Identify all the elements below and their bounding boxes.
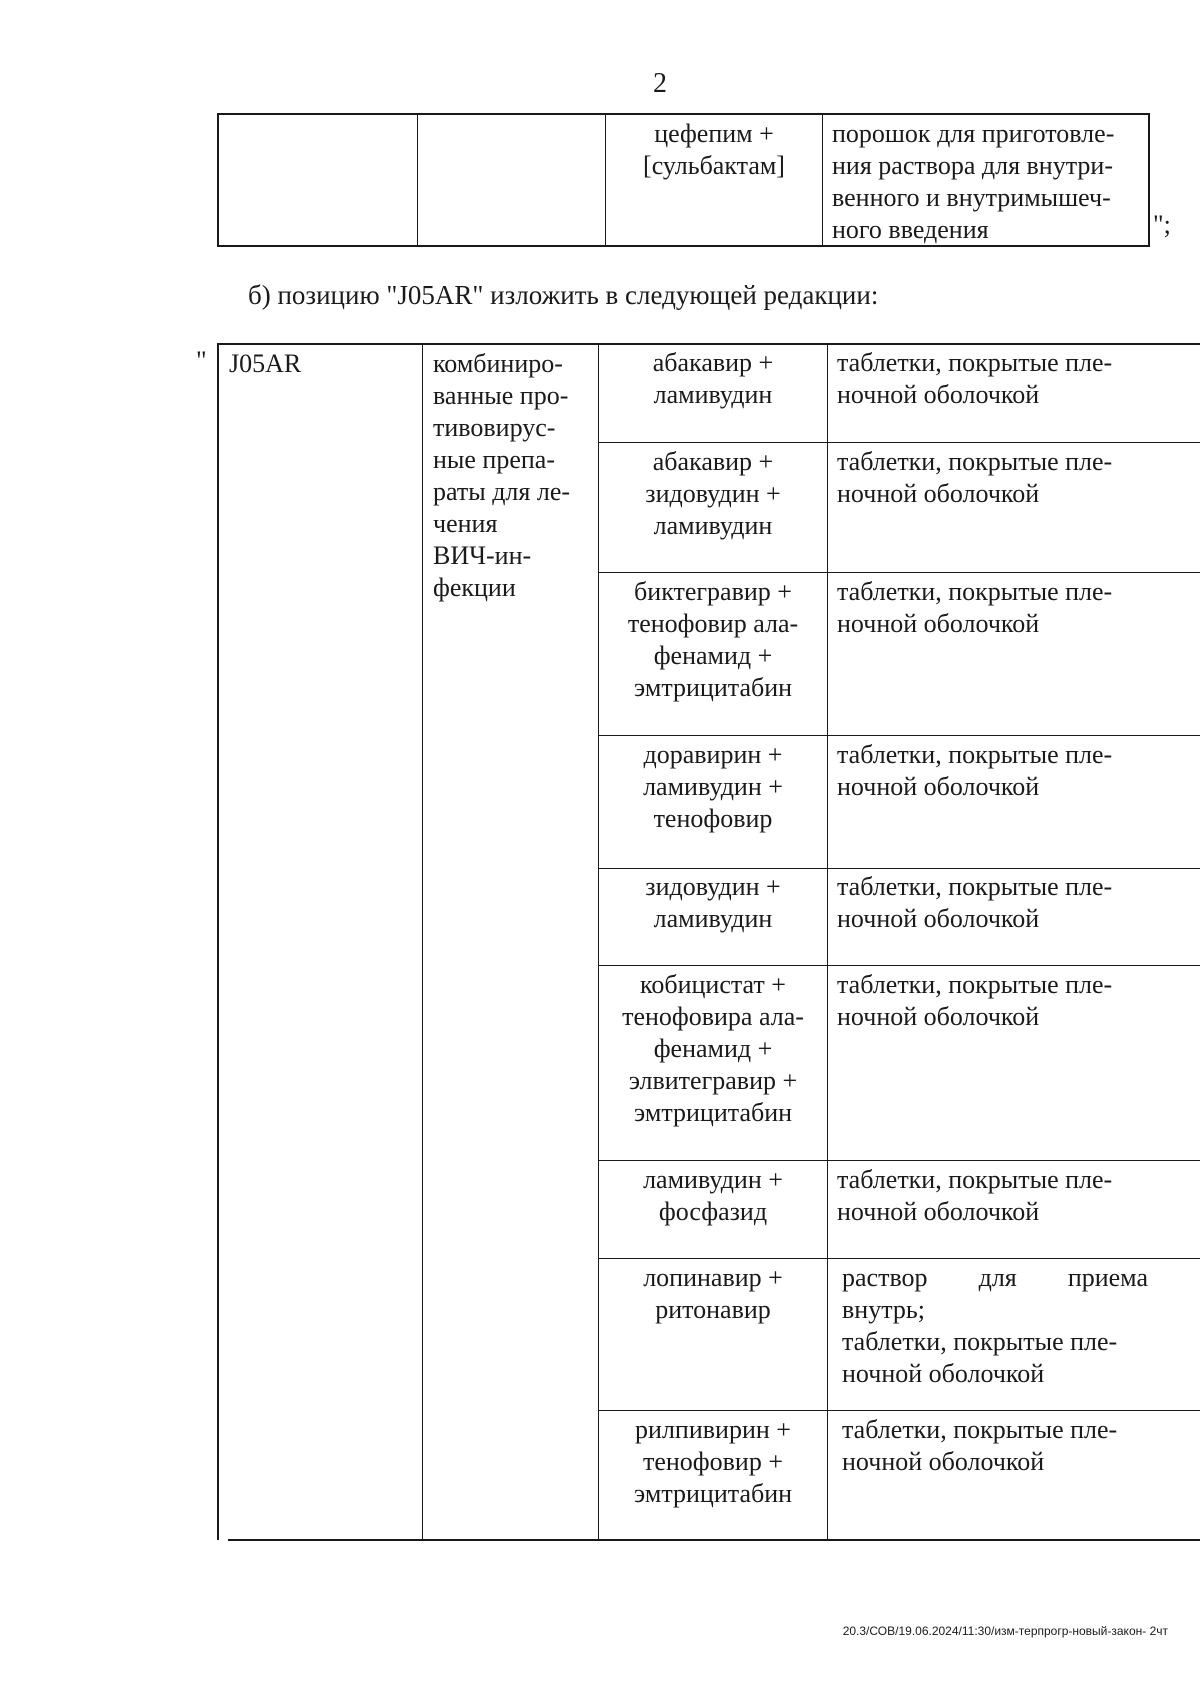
table-1-form-cell: порошок для приготовле- ния раствора для внутри- венного и внутримышеч- ного введения: [832, 119, 1115, 244]
table-2-row-separator: [598, 1160, 1200, 1161]
table-2-row-separator: [598, 735, 1200, 736]
form-cell: таблетки, покрытые пле- ночной оболочкой: [837, 740, 1113, 801]
form-cell: таблетки, покрытые пле- ночной оболочкой: [842, 1415, 1118, 1476]
drug-cell: рилпивирин + тенофовир + эмтрицитабин: [633, 1415, 793, 1508]
table-2-divider-3: [827, 343, 828, 1540]
table-1-border-right: [1148, 113, 1150, 247]
form-cell: таблетки, покрытые пле- ночной оболочкой: [837, 447, 1113, 508]
table-1-border-top: [217, 113, 1150, 115]
drug-cell: биктегравир + тенофовир ала- фенамид + эмтрицитабин: [627, 577, 799, 702]
drug-cell: доравирин + ламивудин + тенофовир: [643, 740, 783, 833]
form-cell: таблетки, покрытые пле- ночной оболочкой: [837, 1165, 1113, 1226]
table-1-close-quote: ";: [1153, 210, 1171, 239]
page-number: 2: [653, 68, 667, 99]
table-1-border-left: [217, 113, 219, 247]
table-1-drug-cell: цефепим + [сульбактам]: [643, 119, 785, 180]
table-2-border-top: [217, 343, 1200, 345]
table-2-border-bottom: [228, 1539, 1200, 1541]
drug-cell: абакавир + зидовудин + ламивудин: [645, 447, 781, 540]
table-2-divider-1: [422, 343, 423, 1540]
table-2-open-quote: ": [196, 346, 207, 375]
form-cell: таблетки, покрытые пле- ночной оболочкой: [837, 577, 1113, 638]
table-2-row-separator: [598, 572, 1200, 573]
drug-cell: лопинавир + ритонавир: [643, 1263, 783, 1324]
drug-cell: кобицистат + тенофовира ала- фенамид + элвитегравир + эмтрицитабин: [622, 970, 804, 1127]
document-footer: 20.3/СОВ/19.06.2024/11:30/изм-терпрогр-новый-закон- 2чт: [842, 1624, 1168, 1638]
form-cell: таблетки, покрытые пле- ночной оболочкой: [837, 348, 1113, 409]
table-2-row-separator: [598, 1410, 1200, 1411]
drug-cell: зидовудин + ламивудин: [645, 872, 781, 933]
table-2-row-separator: [598, 965, 1200, 966]
table-2-row-separator: [598, 1258, 1200, 1259]
amendment-paragraph: б) позицию "J05AR" изложить в следующей редакции:: [248, 280, 879, 310]
table-2-border-left: [217, 343, 219, 1540]
atc-code: J05AR: [229, 349, 302, 378]
table-1-divider-3: [822, 113, 823, 247]
group-name: комбиниро- ванные про- тивовирус- ные препа- раты для ле- чения ВИЧ-ин- фекции: [433, 349, 571, 602]
drug-cell: абакавир + ламивудин: [652, 348, 774, 409]
form-cell: раствор для приема внутрь; таблетки, покрытые пле- ночной оболочкой: [842, 1263, 1148, 1388]
table-2-row-separator: [598, 868, 1200, 869]
table-1-divider-1: [417, 113, 418, 247]
form-cell: таблетки, покрытые пле- ночной оболочкой: [837, 872, 1113, 933]
form-cell: таблетки, покрытые пле- ночной оболочкой: [837, 970, 1113, 1031]
drug-cell: ламивудин + фосфазид: [643, 1165, 783, 1226]
table-2-row-separator: [598, 442, 1200, 443]
